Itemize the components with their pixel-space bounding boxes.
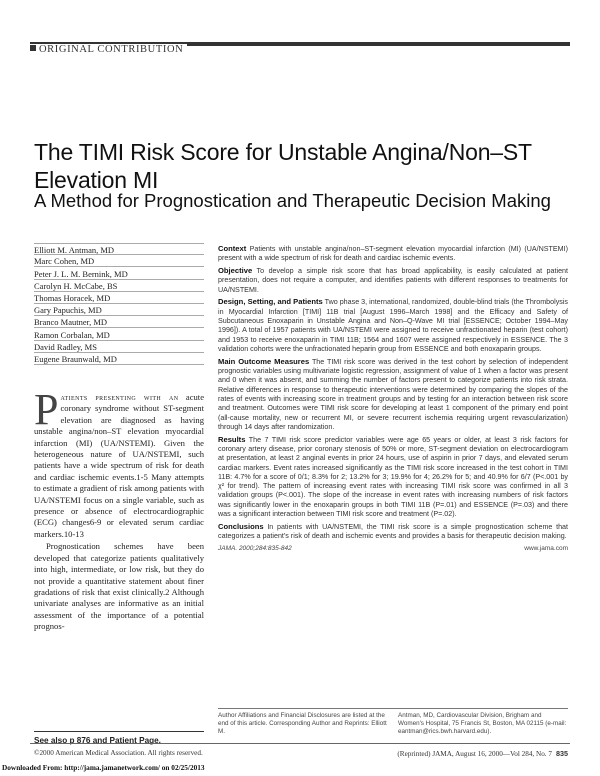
author-affiliations	[218, 708, 568, 737]
author-name: Marc Cohen, MD	[34, 255, 204, 267]
article-title: The TIMI Risk Score for Unstable Angina/Non–ST Elevation MI	[34, 139, 532, 193]
reprint-info: (Reprinted) JAMA, August 16, 2000—Vol 284, No. 7 835	[397, 749, 568, 758]
copyright-notice: ©2000 American Medical Association. All rights reserved.	[34, 749, 203, 757]
download-stamp: Downloaded From: http://jama.jamanetwork.com/ on 02/25/2013	[2, 763, 205, 772]
lead-in: atients presenting with an	[60, 392, 179, 402]
abstract-design: Design, Setting, and Patients Two phase 3, international, randomized, double-blind trials (the Thrombolysis in Myocardial Infarction [TIMI] 11B trial [August 1996–March 1998] and the Efficacy and Safety of Subcutaneous Enoxaparin in Unstable Angina and Non–Q-Wave MI trial [ESSENCE; October 1994–May 1996]). A total of 1957 patients with UA/NSTEMI were assigned to receive unfractionated heparin (test cohort) and 1953 to receive enoxaparin in TIMI 11B; 1564 and 1607 were assigned respectively in ESSENCE. The 3 validation cohorts were the unfractionated heparin group from ESSENCE and both enoxaparin groups.	[218, 297, 568, 353]
author-list	[34, 243, 204, 365]
body-paragraph-2: Prognostication schemes have been developed that categorize patients qualitatively into high, intermediate, or low risk, but they do not provide a quantitative statement about finer gradations of risk that exist clinically.2 Although univariate analyses are informative as an initial assessment of the importance of a potential prognos-	[34, 541, 204, 632]
affiliations-col-2: Antman, MD, Cardiovascular Division, Brigham and Women's Hospital, 75 Francis St, Boston, MA 02115 (e-mail: eantman@rics.bwh.harvard.edu).	[398, 712, 567, 736]
author-name: Gary Papuchis, MD	[34, 304, 204, 316]
author-name: Elliott M. Antman, MD	[34, 243, 204, 255]
see-also-link[interactable]: See also p 876 and Patient Page.	[34, 731, 204, 745]
body-paragraph-1: Patients presenting with an acute coronary syndrome without ST-segment elevation are diagnosed as having unstable angina/non–ST elevation myocardial infarction (MI) (UA/NSTEMI). Given the heterogeneous nature of UA/NSTEMI, such patients have a wide spectrum of risk for death and cardiac ischemic events.1-5 Many attempts to estimate a gradient of risk among patients with UA/NSTEMI focus on a single variable, such as presence or absence of electrocardiographic (ECG) changes6-9 or elevated serum cardiac markers.10-13	[34, 385, 205, 539]
author-name: Branco Mautner, MD	[34, 316, 204, 328]
author-name: Thomas Horacek, MD	[34, 292, 204, 304]
journal-url[interactable]: www.jama.com	[524, 544, 568, 552]
abstract-conclusions: Conclusions In patients with UA/NSTEMI, the TIMI risk score is a simple prognostication scheme that categorizes a patient's risk of death and ischemic events and provides a basis for therapeutic decision making.	[218, 521, 568, 541]
citation-line	[218, 544, 568, 553]
author-name: Peter J. L. M. Bernink, MD	[34, 267, 204, 279]
abstract-objective: Objective To develop a simple risk score that has broad applicability, is easily calculated at patient presentation, does not require a computer, and identifies patients with different responses to treatments for UA/NSTEMI.	[218, 266, 569, 294]
author-name: Eugene Braunwald, MD	[34, 353, 204, 365]
section-header	[30, 42, 570, 55]
abstract-outcomes: Main Outcome Measures The TIMI risk score was derived in the test cohort by selection of independent prognostic variables using multivariate logistic regression, assignment of value of 1 when a factor was present and 0 when it was absent, and summing the number of factors present to categorize patients into risk strata. Relative differences in response to therapeutic interventions were determined by comparing the slopes of the rates of events with increasing score in treatment groups and by testing for an interaction between risk score and treatment. Outcomes were TIMI risk score for developing at least 1 component of the primary end point (all-cause mortality, new or recurrent MI, or severe recurrent ischemia requiring urgent revascularization) through 14 days after randomization.	[218, 356, 568, 431]
abstract	[218, 244, 568, 553]
square-bullet-icon	[30, 45, 36, 51]
author-name: Carolyn H. McCabe, BS	[34, 280, 204, 292]
author-name: Ramon Corbalan, MD	[34, 328, 204, 340]
footer-divider	[30, 743, 570, 744]
affiliations-col-1: Author Affiliations and Financial Disclosures are listed at the end of this article. Corresponding Author and Reprints: Elliott M.	[218, 712, 387, 736]
section-label: ORIGINAL CONTRIBUTION	[30, 44, 187, 55]
abstract-results: Results The 7 TIMI risk score predictor variables were age 65 years or older, at least 3 risk factors for coronary artery disease, prior coronary stenosis of 50% or more, ST-segment deviation on electrocardiogram at presentation, at least 2 anginal events in prior 24 hours, use of aspirin in prior 7 days, and elevated serum cardiac markers. Event rates increased significantly as the TIMI risk score increased in the test cohort in TIMI 11B: 4.7% for a score of 0/1; 8.3% for 2; 13.2% for 3; 19.9% for 4; 26.2% for 5; and 40.9% for 6/7 (P<.001 by χ² for trend). The pattern of increasing event rates with increasing TIMI risk score was confirmed in all 3 validation groups (P<.001). The slope of the increase in event rates with increasing numbers of risk factors was significantly lower in the enoxaparin groups in both TIMI 11B (P=.01) and ESSENCE (P=.03) and there was a significant interaction between TIMI risk score and treatment (P=.02).	[218, 434, 569, 519]
author-name: David Radley, MS	[34, 341, 204, 353]
article-subtitle: A Method for Prognostication and Therapeutic Decision Making	[34, 190, 551, 211]
citation: JAMA. 2000;284:835-842	[218, 544, 292, 552]
page-number: 835	[556, 749, 568, 758]
drop-cap: P	[34, 385, 59, 434]
abstract-context: Context Patients with unstable angina/non–ST-segment elevation myocardial infarction (MI) (UA/NSTEMI) present with a wide spectrum of risk for death and cardiac ischemic events.	[218, 244, 568, 263]
body-text	[34, 385, 205, 634]
